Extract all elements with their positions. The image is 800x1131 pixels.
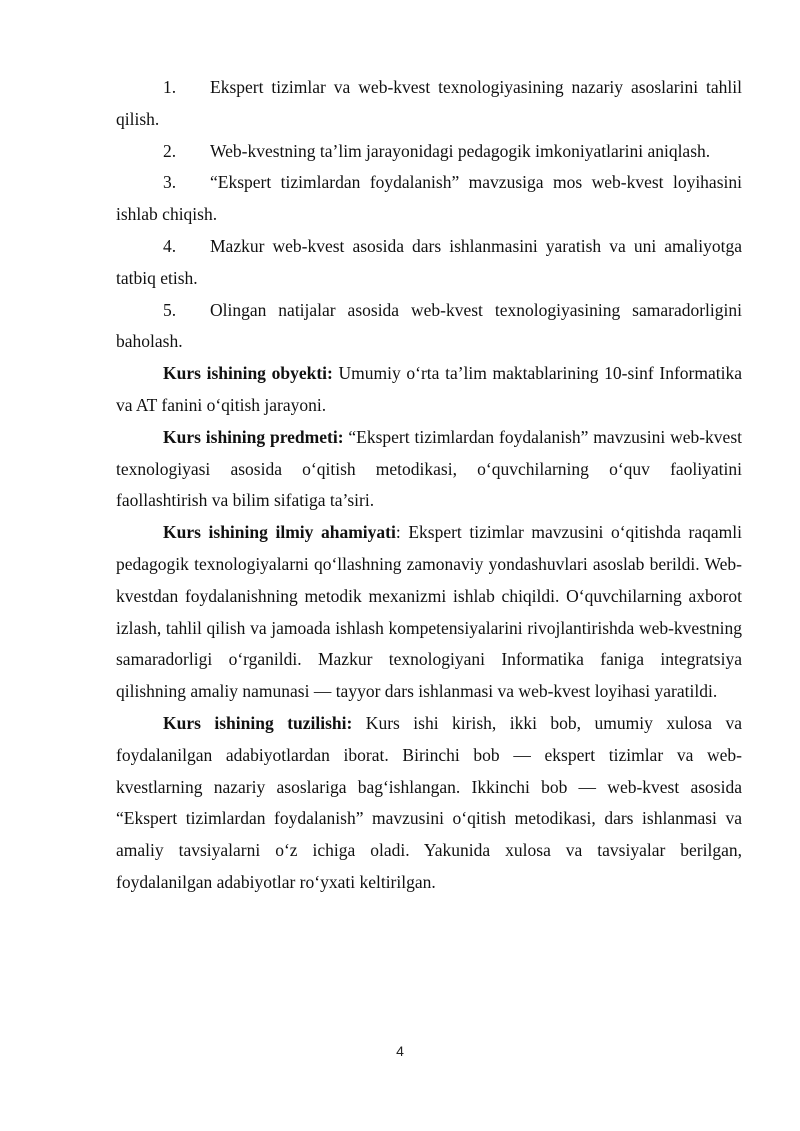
list-item-text: “Ekspert tizimlardan foydalanish” mavzusiga mos web-kvest loyihasini ishlab chiqish. xyxy=(116,172,742,225)
list-item xyxy=(116,295,742,359)
object-label: Kurs ishining obyekti: xyxy=(163,363,333,384)
significance-text: : Ekspert tizimlar mavzusini o‘qitishda raqamli pedagogik texnologiyalarni qo‘llashning zamonaviy yondashuvlari asoslab berildi. Web-kvestdan foydalanishning metodik mexanizmi ishlab chiqildi. O‘quvchilarning axborot izlash, tahlil qilish va jamoada ishlash kompetensiyalarini rivojlantirishda web-kvestning samaradorligi o‘rganildi. Mazkur texnologiyani Informatika faniga integratsiya qilishning amaliy namunasi — tayyor dars ishlanmasi va web-kvest loyihasi yaratildi. xyxy=(116,522,742,702)
list-item-text: Olingan natijalar asosida web-kvest texnologiyasining samaradorligini baholash. xyxy=(116,299,742,352)
structure-text: Kurs ishi kirish, ikki bob, umumiy xulosa va foydalanilgan adabiyotlardan iborat. Birinchi bob — ekspert tizimlar va web-kvestlarning nazariy asoslariga bag‘ishlangan. Ikkinchi bob — web-kvest asosida “Ekspert tizimlardan foydalanish” mavzusini o‘qitish metodikasi, dars ishlanmasi va amaliy tavsiyalarni o‘z ichiga oladi. Yakunida xulosa va tavsiyalar berilgan, foydalanilgan adabiyotlar ro‘yxati keltirilgan. xyxy=(116,712,742,892)
significance-label: Kurs ishining ilmiy ahamiyati xyxy=(163,522,396,543)
list-item-number: 1. xyxy=(163,77,177,97)
list-item-number: 4. xyxy=(163,235,177,256)
list-item xyxy=(116,167,742,231)
tasks-list xyxy=(116,72,742,358)
list-item xyxy=(116,72,742,136)
object-text: Umumiy o‘rta ta’lim maktablarining 10-sinf Informatika va AT fanini o‘qitish jarayoni. xyxy=(116,363,742,415)
list-item-number: 3. xyxy=(163,172,177,193)
subject-text: “Ekspert tizimlardan foydalanish” mavzusini web-kvest texnologiyasi asosida o‘qitish metodikasi, o‘quvchilarning o‘quv faoliyatini faollashtirish va bilim sifatiga ta’siri. xyxy=(116,426,742,511)
object-paragraph xyxy=(116,358,742,422)
list-item xyxy=(116,231,742,295)
list-item-number: 2. xyxy=(163,140,177,161)
list-item-text: Mazkur web-kvest asosida dars ishlanmasini yaratish va uni amaliyotga tatbiq etish. xyxy=(116,235,742,288)
list-item-text: Web-kvestning ta’lim jarayonidagi pedagogik imkoniyatlarini aniqlash. xyxy=(210,140,711,161)
subject-paragraph xyxy=(116,422,742,517)
page-number: 4 xyxy=(396,1043,404,1059)
document-body xyxy=(116,72,742,899)
structure-label: Kurs ishining tuzilishi: xyxy=(163,712,353,733)
list-item xyxy=(116,136,742,168)
list-item-text: Ekspert tizimlar va web-kvest texnologiyasining nazariy asoslarini tahlil qilish. xyxy=(116,77,742,129)
structure-paragraph xyxy=(116,708,742,899)
list-item-number: 5. xyxy=(163,299,177,320)
significance-paragraph xyxy=(116,517,742,708)
subject-label: Kurs ishining predmeti: xyxy=(163,426,344,447)
